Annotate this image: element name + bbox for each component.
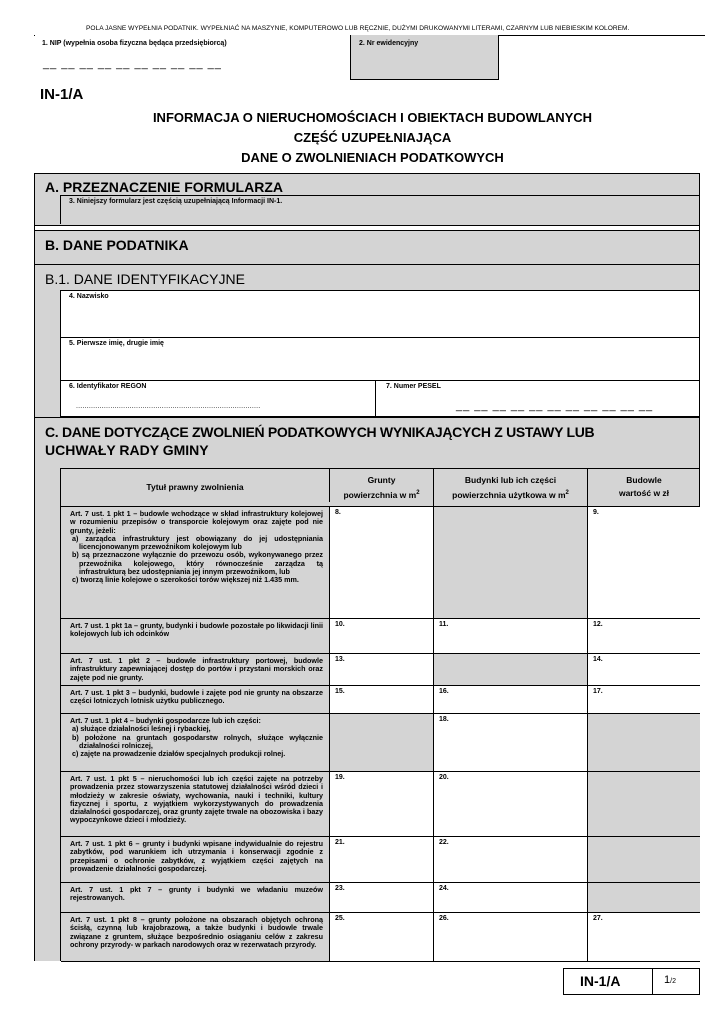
row-budynki-cell[interactable] <box>433 913 587 961</box>
table-header-row <box>61 469 700 507</box>
row-title-main: Art. 7 ust. 1 pkt 6 – grunty i budynki wpisane indywidualnie do rejestru zabytków, pod warunkiem ich utrzymania i konserwacji zgodnie z przepisami o ochronie zabytków, z wyjątkiem części zajętych na prowadzenie działalności gospodarczej. <box>70 839 323 873</box>
row-budynki-cell[interactable] <box>433 619 587 653</box>
field-number: 20. <box>439 774 449 781</box>
field-6-label: 6. Identyfikator REGON <box>69 383 147 390</box>
row-budowle-cell <box>587 837 700 882</box>
row-grunty-cell[interactable] <box>329 654 433 685</box>
pesel-field[interactable] <box>375 380 699 417</box>
field-number: 10. <box>335 621 345 628</box>
row-grunty-cell[interactable] <box>329 913 433 961</box>
row-title-cell <box>61 837 329 882</box>
row-title-text <box>70 689 323 706</box>
col-header-title: Tytuł prawny zwolnienia <box>146 482 244 492</box>
field-number: 14. <box>593 656 603 663</box>
regon-field[interactable] <box>60 380 375 417</box>
row-title-main: Art. 7 ust. 1 pkt 8 – grunty położone na obszarach objętych ochroną ścisłą, czynną lub krajobrazową, a także budynki i budowle trwale związane z gruntem, służące bezpośrednio osiąganiu celów z zakresu ochrony przyrody- w parkach narodowych oraz w rezerwatach przyrody. <box>70 915 323 949</box>
field-number: 8. <box>335 509 341 516</box>
field-number: 24. <box>439 885 449 892</box>
section-c-title-line-1: C. DANE DOTYCZĄCE ZWOLNIEŃ PODATKOWYCH WYNIKAJĄCYCH Z USTAWY LUB <box>45 424 595 440</box>
footer-form-code: IN-1/A <box>580 973 621 989</box>
row-budynki-cell[interactable] <box>433 714 587 771</box>
row-title-main: Art. 7 ust. 1 pkt 5 – nieruchomości lub ich części zajęte na potrzeby prowadzenia przez stowarzyszenia statutowej działalności wśród dzieci i młodzieży w zakresie oświaty, wychowania, nauki i techniki, kultury fizycznej i sportu, z wyjątkiem wykorzystywanych do prowadzenia działalności gospodarczej, oraz grunty zajęte trwale na obozowiska i bazy wypoczynkowe dzieci i młodzieży. <box>70 774 323 825</box>
table-row <box>61 837 700 883</box>
row-budynki-cell <box>433 507 587 618</box>
pesel-blanks: __ __ __ __ __ __ __ __ __ __ __ <box>456 400 654 412</box>
row-budowle-cell[interactable] <box>587 913 700 961</box>
field-7-label: 7. Numer PESEL <box>386 383 441 390</box>
section-a-field-3 <box>60 195 699 224</box>
title-line-1: INFORMACJA O NIERUCHOMOŚCIACH I OBIEKTACH BUDOWLANYCH <box>152 110 593 125</box>
row-title-cell <box>61 686 329 713</box>
row-title-cell <box>61 772 329 836</box>
row-title-cell <box>61 913 329 961</box>
table-row <box>61 772 700 837</box>
row-budynki-cell[interactable] <box>433 772 587 836</box>
row-title-main: Art. 7 ust. 1 pkt 3 – budynki, budowle i zajęte pod nie grunty na obszarze części lotniczych lotnisk użytku publicznego. <box>70 688 323 706</box>
section-b1-title: B.1. DANE IDENTYFIKACYJNE <box>45 271 245 287</box>
row-title-cell <box>61 883 329 912</box>
row-title-sub: c) tworzą linie kolejowe o szerokości torów większej niż 1.435 mm. <box>72 575 299 585</box>
row-title-sub: a) służące działalności leśnej i rybackiej, <box>72 724 211 734</box>
row-title-cell <box>61 714 329 771</box>
row-title-main: Art. 7 ust. 1 pkt 4 – budynki gospodarcze lub ich części: <box>70 716 261 725</box>
row-title-text <box>70 717 323 758</box>
nip-blanks: __ __ __ __ __ __ __ __ __ __ <box>43 58 222 70</box>
row-budynki-cell[interactable] <box>433 686 587 713</box>
col-header-budowle <box>587 469 700 507</box>
row-grunty-cell[interactable] <box>329 883 433 912</box>
field-number: 27. <box>593 915 603 922</box>
row-title-main: Art. 7 ust. 1 pkt 7 – grunty i budynki we władaniu muzeów rejestrowanych. <box>70 885 323 903</box>
imiona-field[interactable] <box>60 337 699 381</box>
col-header-grunty <box>329 469 433 502</box>
nip-label: 1. NIP (wypełnia osoba fizyczna będąca przedsiębiorcą) <box>42 40 227 47</box>
field-number: 23. <box>335 885 345 892</box>
field-number: 16. <box>439 688 449 695</box>
exemptions-table <box>60 468 699 961</box>
table-row <box>61 883 700 913</box>
row-title-text <box>70 657 323 682</box>
field-number: 19. <box>335 774 345 781</box>
row-title-cell <box>61 654 329 685</box>
row-title-main: Art. 7 ust. 1 pkt 1 – budowle wchodzące w skład infrastruktury kolejowej w rozumieniu przepisów o transporcie kolejowym oraz zajęte pod nie grunty, jeżeli: <box>70 509 323 535</box>
nip-field[interactable] <box>35 35 351 80</box>
row-title-sub: c) zajęte na prowadzenie działów specjalnych produkcji rolnej. <box>72 749 286 759</box>
row-grunty-cell[interactable] <box>329 837 433 882</box>
row-budowle-cell[interactable] <box>587 654 700 685</box>
row-title-text <box>70 775 323 825</box>
col-header-budowle-line2: wartość w zł <box>618 488 670 498</box>
section-c-title <box>45 423 689 459</box>
row-title-main: Art. 7 ust. 1 pkt 1a – grunty, budynki i budowle pozostałe po likwidacji linii kolejowych lub ich odcinków <box>70 621 323 639</box>
col-header-budynki-line2: powierzchnia użytkowa w $m^2$ <box>452 489 569 500</box>
table-row <box>61 714 700 772</box>
section-b-title: B. DANE PODATNIKA <box>45 237 189 253</box>
field-number: 22. <box>439 839 449 846</box>
row-grunty-cell <box>329 714 433 771</box>
row-title-sub: b) są przeznaczone wyłącznie do przewozu osób, wykonywanego przez przewoźnika kolejowego, który równocześnie zarządza tą infrastrukturą bez udostępniania jej innym przewoźnikom, lub <box>72 550 323 577</box>
row-title-text <box>70 510 323 585</box>
row-budowle-cell[interactable] <box>587 686 700 713</box>
page-current: 1 <box>664 974 671 986</box>
section-c-title-line-2: UCHWAŁY RADY GMINY <box>45 442 209 458</box>
row-title-text <box>70 886 323 903</box>
row-budynki-cell[interactable] <box>433 883 587 912</box>
table-row <box>61 654 700 686</box>
field-number: 15. <box>335 688 345 695</box>
field-4-label: 4. Nazwisko <box>69 293 109 300</box>
row-title-text <box>70 840 323 873</box>
col-header-grunty-line1: Grunty <box>367 475 396 485</box>
col-header-budynki <box>433 469 587 507</box>
field-number: 17. <box>593 688 603 695</box>
table-row <box>61 913 700 962</box>
field-number: 12. <box>593 621 603 628</box>
row-title-cell <box>61 619 329 653</box>
col-header-grunty-line2: powierzchnia w $m^2$ <box>343 489 420 500</box>
field-number: 18. <box>439 716 449 723</box>
row-title-main: Art. 7 ust. 1 pkt 2 – budowle infrastruktury portowej, budowle infrastruktury zapewniającej dostęp do portów i przystani morskich oraz zajęte pod nie grunty. <box>70 656 323 682</box>
row-title-text <box>70 622 323 639</box>
row-grunty-cell[interactable] <box>329 772 433 836</box>
field-number: 11. <box>439 621 449 628</box>
table-row <box>61 619 700 654</box>
row-title-text <box>70 916 323 949</box>
row-grunty-cell[interactable] <box>329 619 433 653</box>
page-total: /2 <box>670 978 676 985</box>
field-number: 26. <box>439 915 449 922</box>
col-header-budynki-line1: Budynki lub ich części <box>464 475 557 485</box>
page-number <box>664 974 676 986</box>
row-title-sub: a) zarządca infrastruktury jest obowiązany do jej udostępniania licencjonowanym przewoźnikom kolejowym lub <box>72 533 323 552</box>
title-line-3: DANE O ZWOLNIENIACH PODATKOWYCH <box>241 150 504 165</box>
row-grunty-cell[interactable] <box>329 686 433 713</box>
field-3-label: 3. Niniejszy formularz jest częścią uzupełniającą Informacji IN-1. <box>69 198 283 205</box>
field-number: 21. <box>335 839 345 846</box>
table-row <box>61 686 700 714</box>
regon-dots: ...................................................................................... <box>76 403 261 410</box>
row-grunty-cell[interactable] <box>329 507 433 618</box>
header-note: POLA JASNE WYPEŁNIA PODATNIK. WYPEŁNIAĆ NA MASZYNIE, KOMPUTEROWO LUB RĘCZNIE, DUŻYMI DRUKOWANYMI LITERAMI, CZARNYM LUB NIEBIESKIM KOLOREM. <box>86 25 630 32</box>
nazwisko-field[interactable] <box>60 290 699 338</box>
title-line-2: CZĘŚĆ UZUPEŁNIAJĄCA <box>293 130 452 145</box>
field-number: 9. <box>593 509 599 516</box>
field-number: 25. <box>335 915 345 922</box>
row-title-sub: b) położone na gruntach gospodarstw rolnych, służące wyłącznie działalności rolniczej, <box>72 732 323 750</box>
nr-ewidencyjny-label: 2. Nr ewidencyjny <box>359 40 419 47</box>
nr-ewidencyjny-field[interactable] <box>351 35 499 80</box>
field-number: 13. <box>335 656 345 663</box>
field-5-label: 5. Pierwsze imię, drugie imię <box>69 340 164 347</box>
row-budynki-cell[interactable] <box>433 837 587 882</box>
row-budynki-cell <box>433 654 587 685</box>
table-row <box>61 507 700 619</box>
row-title-cell <box>61 507 329 618</box>
row-budowle-cell[interactable] <box>587 507 700 618</box>
row-budowle-cell[interactable] <box>587 619 700 653</box>
form-code: IN-1/A <box>40 86 84 103</box>
row-budowle-cell <box>587 883 700 912</box>
section-a-title: A. PRZEZNACZENIE FORMULARZA <box>45 179 283 195</box>
row-budowle-cell <box>587 772 700 836</box>
row-budowle-cell <box>587 714 700 771</box>
col-header-budowle-line1: Budowle <box>626 475 662 485</box>
